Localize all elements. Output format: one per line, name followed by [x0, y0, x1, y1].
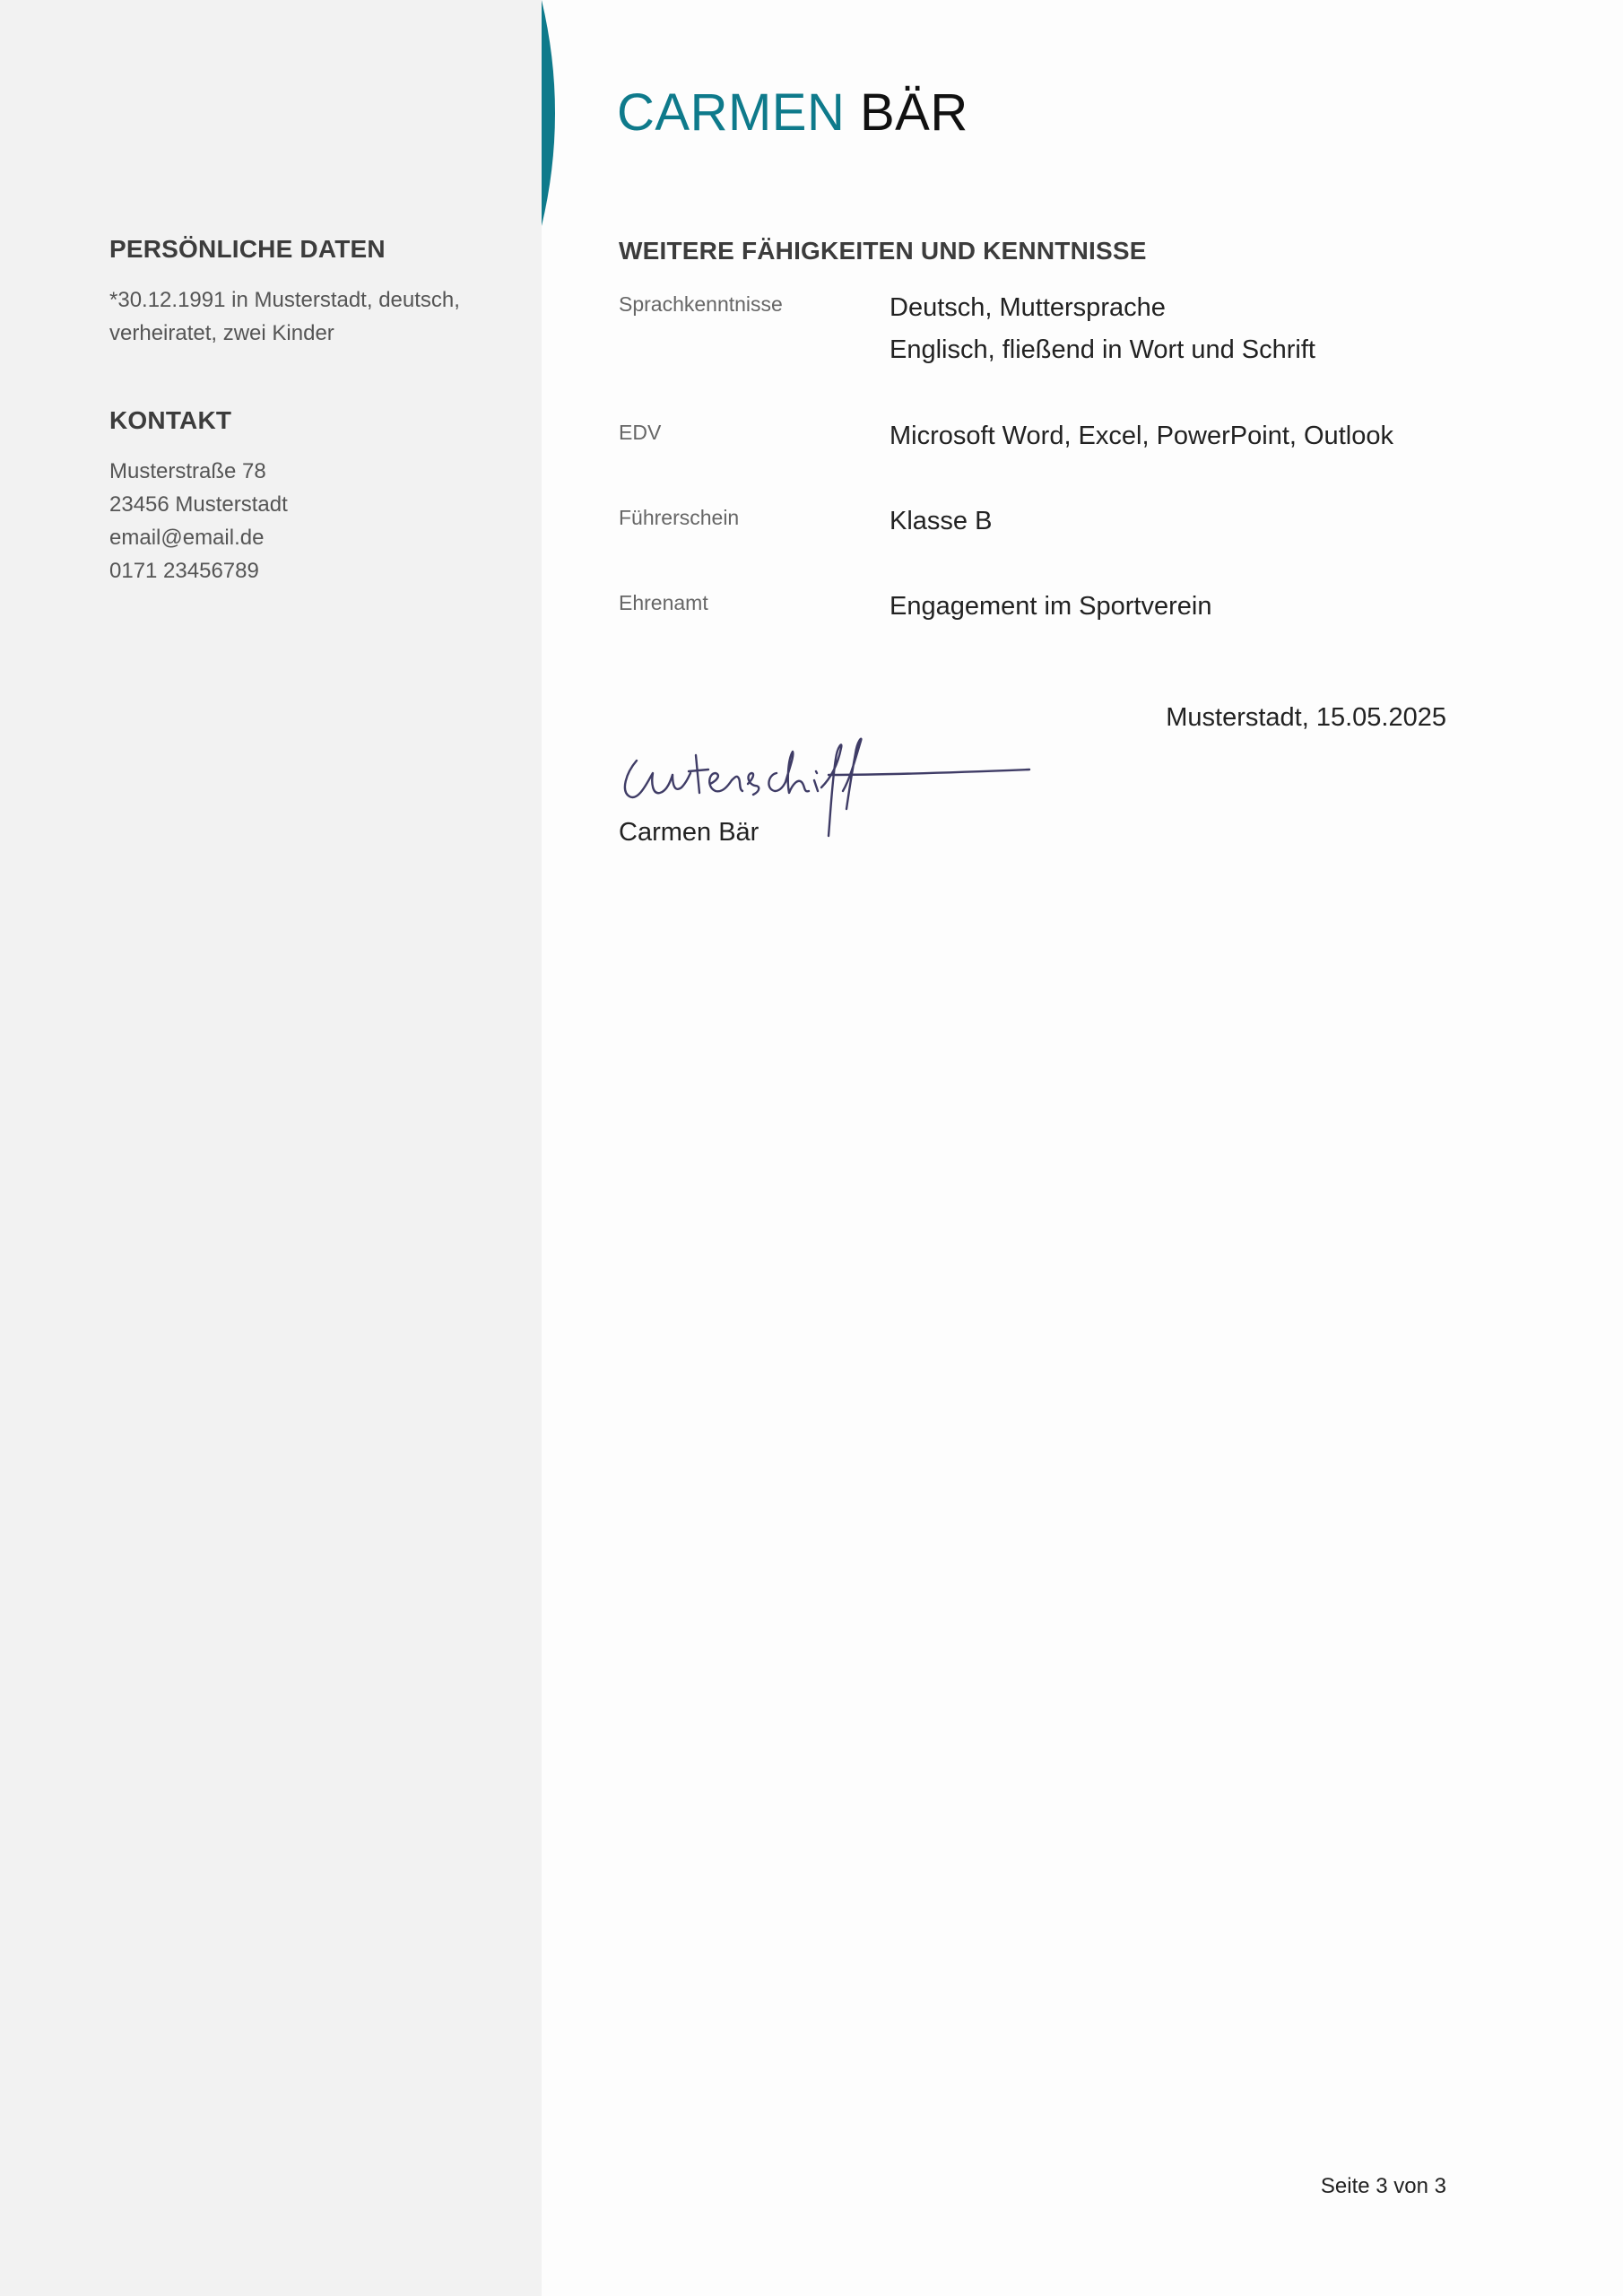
- skill-value: Klasse B: [890, 507, 993, 535]
- skills-heading: WEITERE FÄHIGKEITEN UND KENNTNISSE: [619, 237, 1147, 265]
- skill-value: Deutsch, Muttersprache: [890, 293, 1166, 322]
- personal-data-heading: PERSÖNLICHE DATEN: [109, 235, 386, 263]
- skill-label: Ehrenamt: [619, 591, 708, 614]
- contact-phone: 0171 23456789: [109, 559, 259, 583]
- skill-value: Engagement im Sportverein: [890, 592, 1212, 621]
- skill-label: EDV: [619, 421, 662, 444]
- contact-address-city: 23456 Musterstadt: [109, 492, 288, 517]
- contact-heading: KONTAKT: [109, 406, 232, 434]
- personal-data-section: [109, 235, 522, 350]
- first-name: CARMEN: [617, 83, 846, 142]
- personal-data-line: *30.12.1991 in Musterstadt, deutsch,: [109, 288, 460, 312]
- contact-section: [109, 406, 522, 587]
- skill-label: Führerschein: [619, 506, 740, 529]
- decorative-arc: [0, 0, 574, 233]
- skill-label: Sprachkenntnisse: [619, 292, 783, 316]
- sidebar: [0, 0, 542, 2296]
- last-name: BÄR: [859, 83, 968, 142]
- place-date: Musterstadt, 15.05.2025: [1166, 703, 1446, 732]
- page-number: Seite 3 von 3: [1320, 2174, 1446, 2198]
- personal-data-line: verheiratet, zwei Kinder: [109, 321, 334, 345]
- signer-name: Carmen Bär: [619, 818, 759, 847]
- contact-email: email@email.de: [109, 526, 265, 550]
- page-title: [617, 83, 968, 143]
- skill-value: Microsoft Word, Excel, PowerPoint, Outlook: [890, 422, 1393, 450]
- skill-value: Englisch, fließend in Wort und Schrift: [890, 335, 1315, 364]
- contact-address-street: Musterstraße 78: [109, 459, 266, 483]
